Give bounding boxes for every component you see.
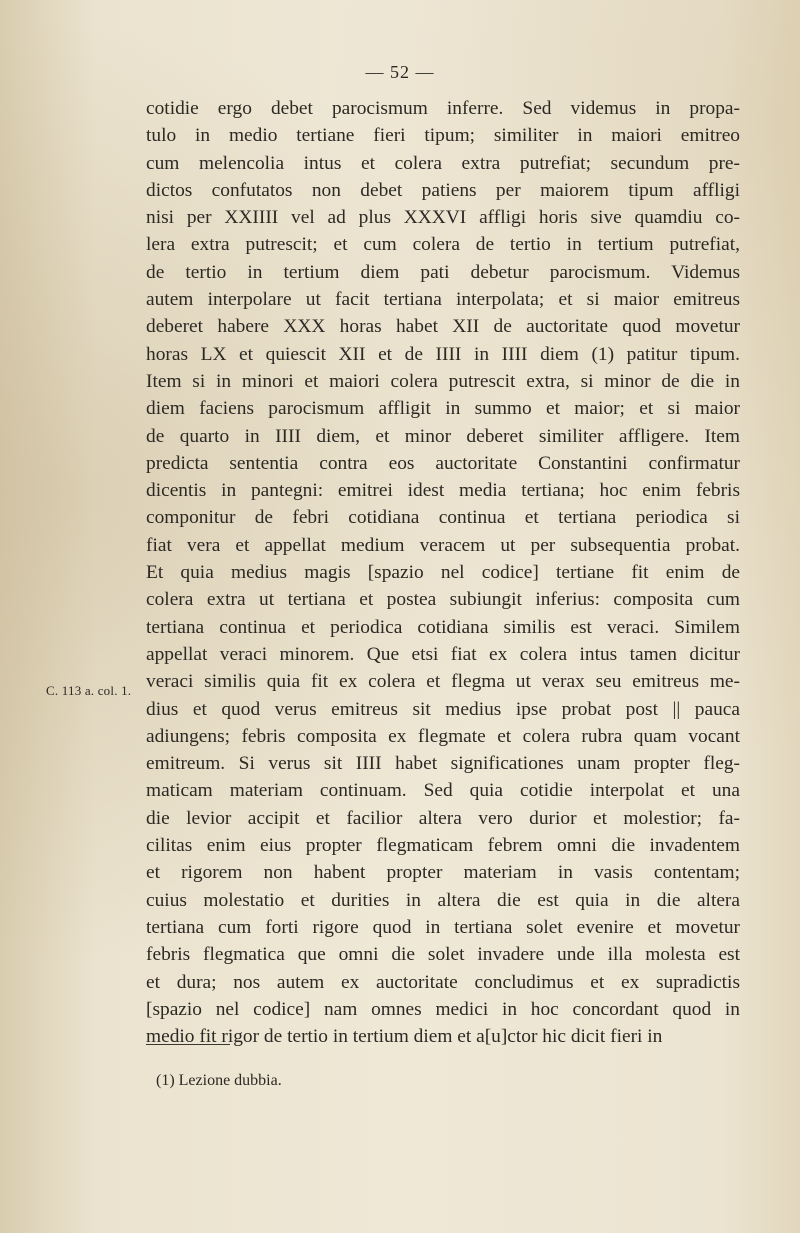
text-line: predicta sententia contra eos auctoritate Constantini confirmatur — [146, 452, 740, 474]
page-number: — 52 — — [365, 62, 435, 82]
text-line: lera extra putrescit; et cum colera de tertio in tertium putrefiat, — [146, 234, 740, 256]
text-line: appellat veraci minorem. Que etsi fiat ex colera intus tamen dicitur — [146, 643, 740, 665]
text-line: fiat vera et appellat medium veracem ut per subsequentia probat. — [146, 534, 740, 556]
footnote: (1) Lezione dubbia. — [156, 1072, 282, 1089]
text-line: et dura; nos autem ex auctoritate concludimus et ex supradictis — [146, 971, 740, 993]
text-line: die levior accipit et facilior altera vero durior et molestior; fa- — [146, 807, 740, 829]
text-line: dicentis in pantegni: emitrei idest media tertiana; hoc enim febris — [146, 480, 740, 502]
footnote-divider — [146, 1044, 230, 1045]
text-line: componitur de febri cotidiana continua et tertiana periodica si — [146, 507, 740, 529]
text-line: maticam materiam continuam. Sed quia cotidie interpolat et una — [146, 780, 740, 802]
text-line: Et quia medius magis [spazio nel codice] tertiane fit enim de — [146, 562, 740, 584]
text-line: tulo in medio tertiane fieri tipum; similiter in maiori emitreo — [146, 125, 740, 147]
text-line: cotidie ergo debet parocismum inferre. Sed videmus in propa- — [146, 98, 740, 119]
text-line: de quarto in IIII diem, et minor deberet similiter affligere. Item — [146, 425, 740, 447]
text-line: dictos confutatos non debet patiens per maiorem tipum affligi — [146, 179, 740, 201]
text-line: deberet habere XXX horas habet XII de auctoritate quod movetur — [146, 316, 740, 338]
text-line: de tertio in tertium diem pati debetur parocismum. Videmus — [146, 261, 740, 283]
text-line: cuius molestatio et durities in altera die est quia in die altera — [146, 889, 740, 911]
text-line: colera extra ut tertiana et postea subiungit inferius: composita cum — [146, 589, 740, 611]
body-text — [146, 95, 740, 1050]
text-line: tertiana cum forti rigore quod in tertiana solet evenire et movetur — [146, 916, 740, 938]
text-line: Item si in minori et maiori colera putrescit extra, si minor de die in — [146, 370, 740, 392]
text-line: autem interpolare ut facit tertiana interpolata; et si maior emitreus — [146, 289, 740, 311]
text-line: adiungens; febris composita ex flegmate et colera rubra quam vocant — [146, 725, 740, 747]
text-line: febris flegmatica que omni die solet invadere unde illa molesta est — [146, 944, 740, 966]
text-line: cilitas enim eius propter flegmaticam febrem omni die invadentem — [146, 835, 740, 857]
text-line: et rigorem non habent propter materiam in vasis contentam; — [146, 862, 740, 884]
text-line: medio fit rigor de tertio in tertium diem et a[u]ctor hic dicit fieri in — [146, 1026, 663, 1048]
text-line: [spazio nel codice] nam omnes medici in hoc concordant quod in — [146, 998, 740, 1020]
text-line: nisi per XXIIII vel ad plus XXXVI affligi horis sive quamdiu co- — [146, 207, 740, 229]
text-line: tertiana continua et periodica cotidiana similis est veraci. Similem — [146, 616, 740, 638]
text-line: horas LX et quiescit XII et de IIII in IIII diem (1) patitur tipum. — [146, 343, 740, 365]
text-line: dius et quod verus emitreus sit medius ipse probat post || pauca — [146, 698, 740, 720]
text-line: veraci similis quia fit ex colera et flegma ut verax seu emitreus me- — [146, 671, 740, 693]
text-line: emitreum. Si verus sit IIII habet significationes unam propter fleg- — [146, 753, 740, 775]
text-line: cum melencolia intus et colera extra putrefiat; secundum pre- — [146, 152, 740, 174]
margin-note: C. 113 a. col. 1. — [46, 683, 132, 698]
text-line: diem faciens parocismum affligit in summo et maior; et si maior — [146, 398, 740, 420]
